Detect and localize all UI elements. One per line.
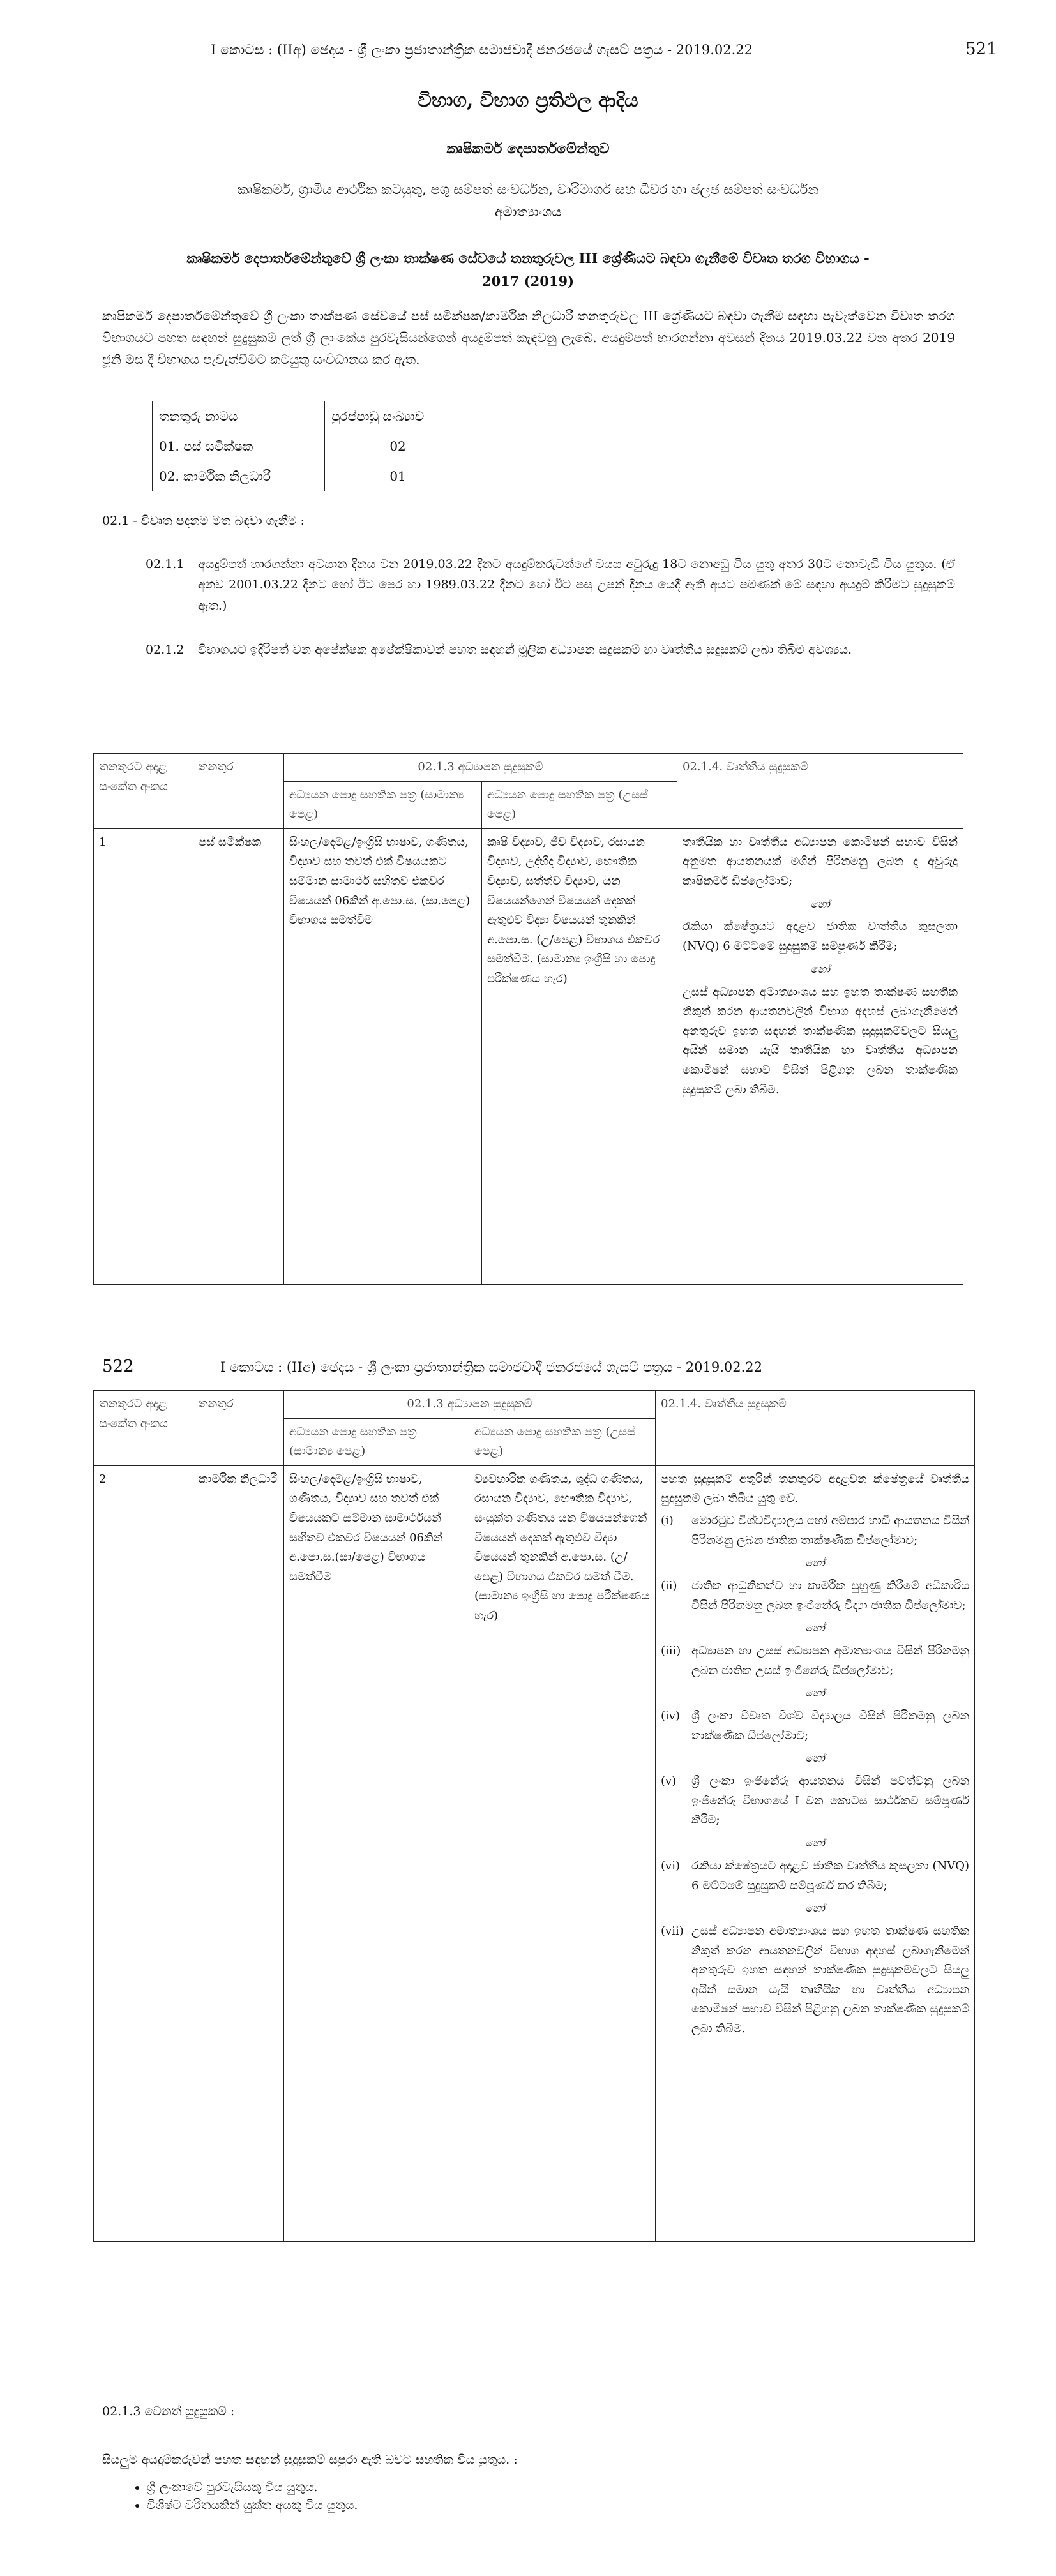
or-separator: හෝ xyxy=(810,897,830,911)
row-al-qualification: ව්‍යවහාරික ගණිතය, ශුද්ධ ගණිතය, රසායන විද්‍යාව, භෞතික විද්‍යාව, සංයුක්ත ගණිතය යන විෂයයන්ගෙන් විෂයයන් දෙකක් ඇතුළුව විද්‍යා විෂයයන් තුනකින් අ.පො.ස. (උ/පෙළ) විභාගය එකවර සමත් වීම. (සාමාන්‍ය ඉංග්‍රීසි හා පොදු පරීක්ෂණය හැර) xyxy=(469,1465,656,2241)
section-0211-number: 02.1.1 xyxy=(146,557,185,571)
prof-intro: පහත සුදුසුකම් අතුරින් තනතුරට අදාළවන ක්ෂේත්‍රයේ වෘත්තීය සුදුසුකම් ලබා තිබිය යුතු වේ. xyxy=(661,1472,970,1506)
table-row xyxy=(94,1465,975,2241)
col-edu-header: 02.1.3 අධ්‍යාපන සුදුසුකම් xyxy=(284,754,677,782)
col-prof-header: 02.1.4. වෘත්තීය සුදුසුකම් xyxy=(677,754,963,829)
prof-option: උසස් අධ්‍යාපන අමාත්‍යාංශය සහ ඉහත තාක්ෂණ සහතික නිකුත් කරන ආයතනවලින් විභාග අදහස් ලබාගැනීමෙන් අනතුරුව ඉහත සඳහන් තාක්ෂණික සුදුසුකම්වලට සියලු අයින් සමාන යැයි තෘතීයික හා වෘත්තීය අධ්‍යාපන කොමිෂන් සභාව විසින් පිළිගනු ලබන තාක්ෂණික සුදුසුකම් ලබා තිබීම. xyxy=(683,985,958,1097)
prof-item xyxy=(661,1511,969,1550)
col-prof-header: 02.1.4. වෘත්තීය සුදුසුකම් xyxy=(656,1391,975,1466)
prof-item xyxy=(661,1922,969,2039)
list-item: • ශ්‍රී ලංකාවේ පුරවැසියකු විය යුතුය. xyxy=(147,2480,358,2494)
posts-col-name: තනතුරු නාමය xyxy=(153,401,325,431)
row-ol-qualification: සිංහල/දෙමළ/ඉංග්‍රීසි භාෂාව, ගණිතය, විද්‍යාව සහ තවත් එක් විෂයයකට සම්මාන සාමාර්ථයන් සහිතව එකවර විෂයයන් 06කින් අ.පො.ස.(සා/පෙළ) විභාගය සමත්වීම xyxy=(284,1465,469,2241)
item-text: මොරටුව විශ්වවිද්‍යාලය හෝ අම්පාර හාඩි ආයතනය විසින් පිරිනමනු ලබන ජාතික තාක්ෂණික ඩිප්ලෝමාව; xyxy=(691,1513,970,1547)
or-separator: හෝ xyxy=(805,1687,825,1700)
post-vacancy-count: 02 xyxy=(325,431,471,461)
posts-table-row xyxy=(153,461,471,491)
col-code-header: තනතුරට අදාළ සංකේත අංකය xyxy=(94,1391,193,1466)
ministry-line-1: කෘෂිකර්ම, ග්‍රාමීය ආර්ථික කටයුතු, පශු සම්පත් සංවර්ධන, වාරිමාර්ග සහ ධීවර හා ජලජ සම්පත් සංවර්ධන xyxy=(237,182,819,197)
item-text: අධ්‍යාපන හා උසස් අධ්‍යාපන අමාත්‍යාංශය විසින් පිරිනමනු ලබන ජාතික උසස් ඉංජිනේරු ඩිප්ලෝමාව; xyxy=(691,1644,970,1677)
page-number: 521 xyxy=(965,40,997,59)
page-number: 522 xyxy=(102,1357,134,1376)
row-ol-qualification: සිංහල/දෙමළ/ඉංග්‍රීසි භාෂාව, ගණිතය, විද්‍යාව සහ තවත් එක් විෂයයකට සම්මාන සාමාර්ථ සහිතව එකවර විෂයයන් 06කින් අ.පො.ස. (සා.පෙළ) විභාගය සමත්වීම xyxy=(284,828,482,1284)
item-text: ශ්‍රී ලංකා විවෘත විශ්ව විද්‍යාලය විසින් පිරිනමනු ලබන තාක්ෂණික ඩිප්ලෝමාව; xyxy=(691,1709,970,1742)
row-code: 1 xyxy=(94,828,193,1284)
posts-table xyxy=(152,401,471,491)
list-item: • විශිෂ්ට චරිතයකින් යුක්ත අයකු විය යුතුය. xyxy=(147,2498,358,2512)
posts-table-header xyxy=(153,401,471,431)
ministry-line-2: අමාත්‍යාංශය xyxy=(494,204,562,220)
or-separator: හෝ xyxy=(805,1837,825,1850)
table-row xyxy=(94,828,963,1284)
prof-item xyxy=(661,1576,969,1615)
row-al-qualification: කෘෂි විද්‍යාව, ජීව විද්‍යාව, රසායන විද්‍යාව, උද්භිද විද්‍යාව, භෞතික විද්‍යාව, සත්ත්ව විද්‍යාව, යන විෂයයන්ගෙන් විෂයයන් දෙකක් ඇතුළුව විද්‍යා විෂයයන් තුනකින් අ.පො.ස. (උ/පෙළ) විභාගය එකවර සමත්වීම. (සාමාන්‍ය ඉංග්‍රීසි හා පොදු පරීක්ෂණය හැර) xyxy=(482,828,677,1284)
row-professional-qualification xyxy=(656,1465,975,2241)
intro-paragraph: කෘෂිකර්ම දෙපාර්තමේන්තුවේ ශ්‍රී ලංකා තාක්ෂණ සේවයේ පස් සමීක්ෂක/කාර්මික නිලධාරී තනතුරුවල III ශ්‍රේණියට බඳවා ගැනීම සඳහා පැවැත්වෙන විවෘත තරග විභාගයට පහත සඳහන් සුදුසුකම් ලත් ශ්‍රී ලාංකේය පුරවැසියන්ගෙන් අයදුම්පත් කැඳවනු ලැබේ. අයදුම්පත් භාරගන්නා අවසන් දිනය 2019.03.22 වන අතර 2019 ජූනි මස දී විභාගය පැවැත්වීමට කටයුතු සංවිධානය කර ඇත. xyxy=(102,308,955,367)
qual-table-header xyxy=(94,1391,975,1419)
posts-col-count: පුරප්පාඩු සංඛ්‍යාව xyxy=(325,401,471,431)
qualifications-table xyxy=(93,753,963,1285)
prof-item xyxy=(661,1642,969,1681)
prof-item xyxy=(661,1772,969,1831)
item-number: (v) xyxy=(661,1774,677,1788)
exam-title-line-2: 2017 (2019) xyxy=(481,273,575,289)
item-number: (ii) xyxy=(661,1579,677,1593)
item-number: (vi) xyxy=(661,1859,680,1873)
other-qualifications-text: සියලුම අයදුම්කරුවන් පහත සඳහන් සුදුසුකම් සපුරා ඇති බවට සහතික විය යුතුය. : xyxy=(102,2453,518,2467)
qualifications-table-continued xyxy=(93,1390,975,2242)
row-code: 2 xyxy=(94,1465,193,2241)
item-number: (vii) xyxy=(661,1924,684,1938)
page-header: I කොටස : (IIඅ) ඡෙදය - ශ්‍රී ලංකා ප්‍රජාතාන්ත්‍රික සමාජවාදී ජනරජයේ ගැසට් පත්‍රය - 2019.02.22 xyxy=(220,1359,763,1375)
col-code-header: තනතුරට අදාළ සංකේත අංකය xyxy=(94,754,193,829)
section-0211-text: අයදුම්පත් භාරගන්නා අවසාන දිනය වන 2019.03.22 දිනට අයදුම්කරුවන්ගේ වයස අවුරුදු 18ට නොඅඩු විය යුතු අතර 30ට නොවැඩි විය යුතුය. (ඒ අනුව 2001.03.22 දිනට හෝ ඊට පෙර හා 1989.03.22 දිනට හෝ ඊට පසු උපන් දිනය යෙදී ඇති අයට පමණක් මේ සඳහා අයදුම් කිරීමට සුදුසුකම් ඇත.) xyxy=(198,557,955,613)
post-name: 01. පස් සමීක්ෂක xyxy=(153,431,325,461)
exam-title-line-1: කෘෂිකර්ම දෙපාර්තමේන්තුවේ ශ්‍රී ලංකා තාක්ෂණ සේවයේ තනතුරුවල III ශ්‍රේණියට බඳවා ගැනීමේ විවෘත තරග විභාගය - xyxy=(186,250,870,266)
section-title: විභාග, විභාග ප්‍රතිඵල ආදිය xyxy=(418,89,638,112)
other-qualifications-heading: 02.1.3 වෙනත් සුදුසුකම් : xyxy=(102,2404,235,2418)
other-qualifications-list xyxy=(128,2476,358,2516)
prof-option: තෘතීයික හා වෘත්තීය අධ්‍යාපන කොමිෂන් සභාව විසින් අනුමත ආයතනයක් මගින් පිරිනමනු ලබන දෑ අවුරුදු කෘෂිකර්ම ඩිප්ලෝමාව; xyxy=(683,835,958,888)
section-0212-number: 02.1.2 xyxy=(146,643,185,657)
item-number: (i) xyxy=(661,1513,674,1527)
post-name: 02. කාර්මික නිලධාරී xyxy=(153,461,325,491)
row-post: පස් සමීක්ෂක xyxy=(193,828,284,1284)
row-post: කාර්මික නිලධාරී xyxy=(193,1465,284,2241)
col-edu-al-header: අධ්‍යයන පොදු සහතික පත්‍ර (උසස් පෙළ) xyxy=(469,1418,656,1465)
item-text: ජාතික ආධුනිකත්ව හා කාර්මික පුහුණු කිරීමේ අධිකාරිය විසින් පිරිනමනු ලබන ඉංජිනේරු විද්‍යා ජාතික ඩිප්ලෝමාව; xyxy=(691,1579,970,1612)
item-number: (iii) xyxy=(661,1644,681,1658)
col-edu-header: 02.1.3 අධ්‍යාපන සුදුසුකම් xyxy=(284,1391,656,1419)
page-header: I කොටස : (IIඅ) ඡෙදය - ශ්‍රී ලංකා ප්‍රජාතාන්ත්‍රික සමාජවාදී ජනරජයේ ගැසට් පත්‍රය - 2019.02.22 xyxy=(211,42,753,57)
department-name: කෘෂිකර්ම දෙපාර්තමේන්තුව xyxy=(446,140,610,157)
qual-table-header xyxy=(94,754,963,782)
or-separator: හෝ xyxy=(805,1557,825,1570)
col-edu-al-header: අධ්‍යයන පොදු සහතික පත්‍ර (උසස් පෙළ) xyxy=(482,781,677,828)
row-professional-qualification xyxy=(677,828,963,1284)
prof-item xyxy=(661,1857,969,1896)
section-021-heading: 02.1 - විවෘත පදනම මත බඳවා ගැනීම : xyxy=(102,514,305,528)
col-edu-ol-header: අධ්‍යයන පොදු සහතික පත්‍ර (සාමාන්‍ය පෙළ) xyxy=(284,1418,469,1465)
item-text: උසස් අධ්‍යාපන අමාත්‍යාංශය සහ ඉහත තාක්ෂණ සහතික නිකුත් කරන ආයතනවලින් විභාග අදහස් ලබාගැනීමෙන් අනතුරුව ඉහත සඳහන් තාක්ෂණික සුදුසුකම්වලට සියලු අයින් සමාන යැයි තෘතීයික හා වෘත්තීය අධ්‍යාපන කොමිෂන් සභාව විසින් පිළිගනු ලබන තාක්ෂණික සුදුසුකම් ලබා තිබීම. xyxy=(691,1924,970,2035)
post-vacancy-count: 01 xyxy=(325,461,471,491)
section-0212-text: විභාගයට ඉදිරිපත් වන අපේක්ෂක අපේක්ෂිකාවන් පහත සඳහන් මූලික අධ්‍යාපන සුදුසුකම් හා වෘත්තීය සුදුසුකම් ලබා තිබීම අවශ්‍යය. xyxy=(198,643,852,657)
posts-table-row xyxy=(153,431,471,461)
or-separator: හෝ xyxy=(805,1752,825,1765)
item-text: රැකියා ක්ෂේත්‍රයට අදාළව ජාතික වෘත්තීය කුසලතා (NVQ) 6 මට්ටමේ සුදුසුකම් සම්පූර්ණ කර තිබීම; xyxy=(691,1859,970,1892)
col-edu-ol-header: අධ්‍යයන පොදු සහතික පත්‍ර (සාමාන්‍ය පෙළ) xyxy=(284,781,482,828)
prof-option: රැකියා ක්ෂේත්‍රයට අදාළව ජාතික වෘත්තීය කුසලතා (NVQ) 6 මට්ටමේ සුදුසුකම් සම්පූර්ණ කිරීම; xyxy=(683,920,958,954)
or-separator: හෝ xyxy=(810,962,830,976)
col-post-header: තනතුර xyxy=(193,754,284,829)
prof-item xyxy=(661,1707,969,1746)
or-separator: හෝ xyxy=(805,1902,825,1915)
or-separator: හෝ xyxy=(805,1622,825,1635)
item-number: (iv) xyxy=(661,1709,680,1723)
col-post-header: තනතුර xyxy=(193,1391,284,1466)
item-text: ශ්‍රී ලංකා ඉංජිනේරු ආයතනය විසින් පවත්වනු ලබන ඉංජිනේරු විභාගයේ I වන කොටස සාර්ථකව සම්පූර්ණ කිරීම; xyxy=(691,1774,970,1827)
